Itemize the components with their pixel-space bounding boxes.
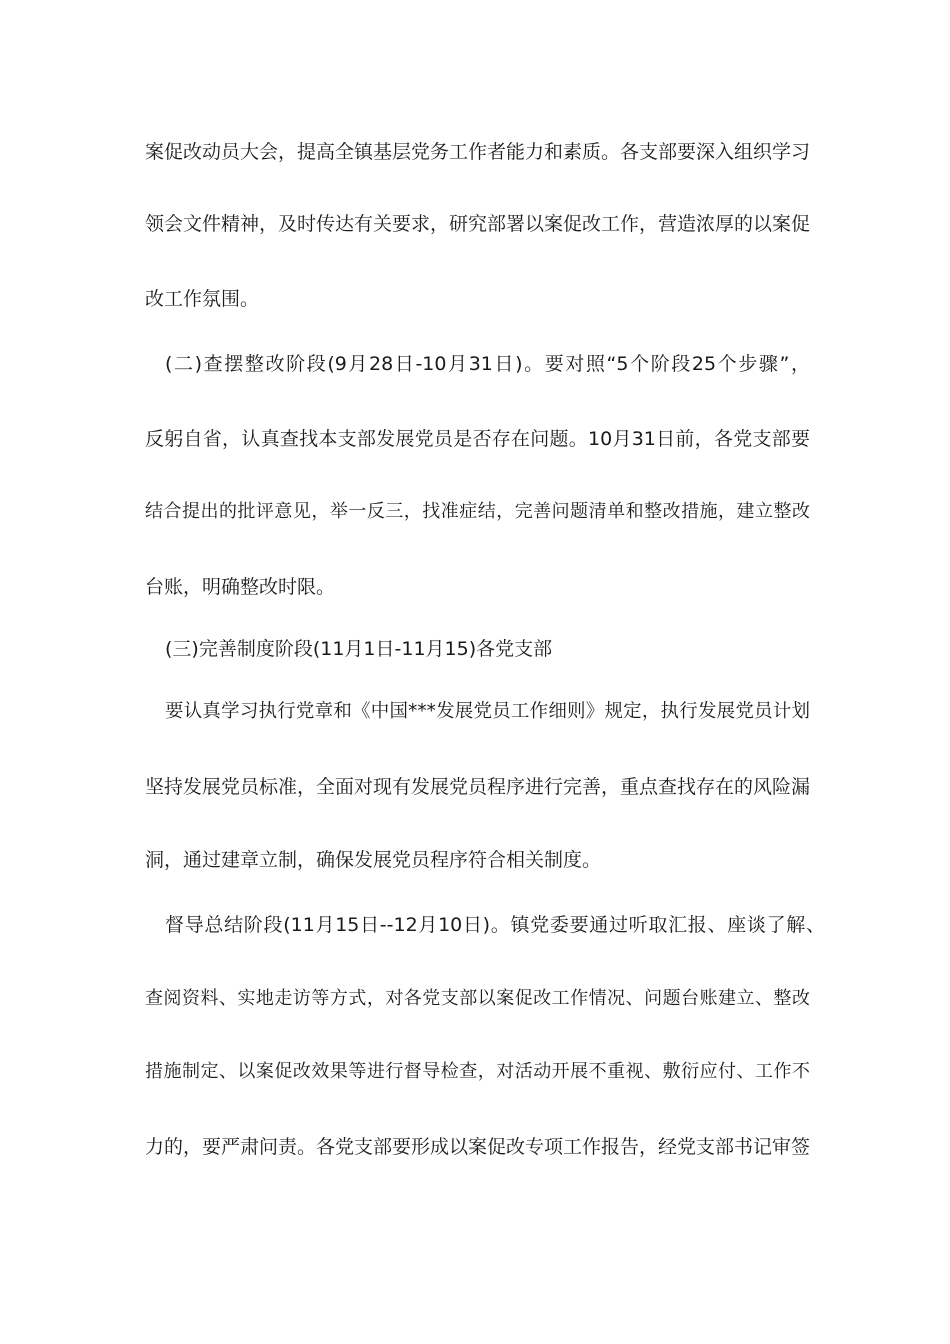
- section-heading: (三)完善制度阶段(11月1日-11月15)各党支部: [165, 638, 553, 660]
- section-heading: (二)查摆整改阶段(9月28日-10月31日)。要对照“5个阶段25个步骤”，: [165, 353, 810, 375]
- text-line: 力的，要严肃问责。各党支部要形成以案促改专项工作报告，经党支部书记审签: [145, 1136, 810, 1158]
- text-line: 反躬自省，认真查找本支部发展党员是否存在问题。10月31日前，各党支部要: [145, 428, 810, 450]
- text-line: 查阅资料、实地走访等方式，对各党支部以案促改工作情况、问题台账建立、整改: [145, 988, 810, 1009]
- text-line: 台账，明确整改时限。: [145, 576, 336, 598]
- text-line: 结合提出的批评意见，举一反三，找准症结，完善问题清单和整改措施，建立整改: [145, 501, 810, 522]
- section-heading: 督导总结阶段(11月15日--12月10日)。镇党委要通过听取汇报、座谈了解、: [165, 914, 825, 936]
- text-line: 改工作氛围。: [145, 288, 260, 310]
- text-line: 领会文件精神，及时传达有关要求，研究部署以案促改工作，营造浓厚的以案促: [145, 213, 810, 235]
- text-line: 案促改动员大会，提高全镇基层党务工作者能力和素质。各支部要深入组织学习: [145, 141, 810, 163]
- text-line: 要认真学习执行党章和《中国***发展党员工作细则》规定，执行发展党员计划: [165, 701, 810, 722]
- text-line: 措施制定、以案促改效果等进行督导检查，对活动开展不重视、敷衍应付、工作不: [145, 1061, 810, 1082]
- text-line: 坚持发展党员标准，全面对现有发展党员程序进行完善，重点查找存在的风险漏: [145, 776, 810, 798]
- text-line: 洞，通过建章立制，确保发展党员程序符合相关制度。: [145, 849, 602, 871]
